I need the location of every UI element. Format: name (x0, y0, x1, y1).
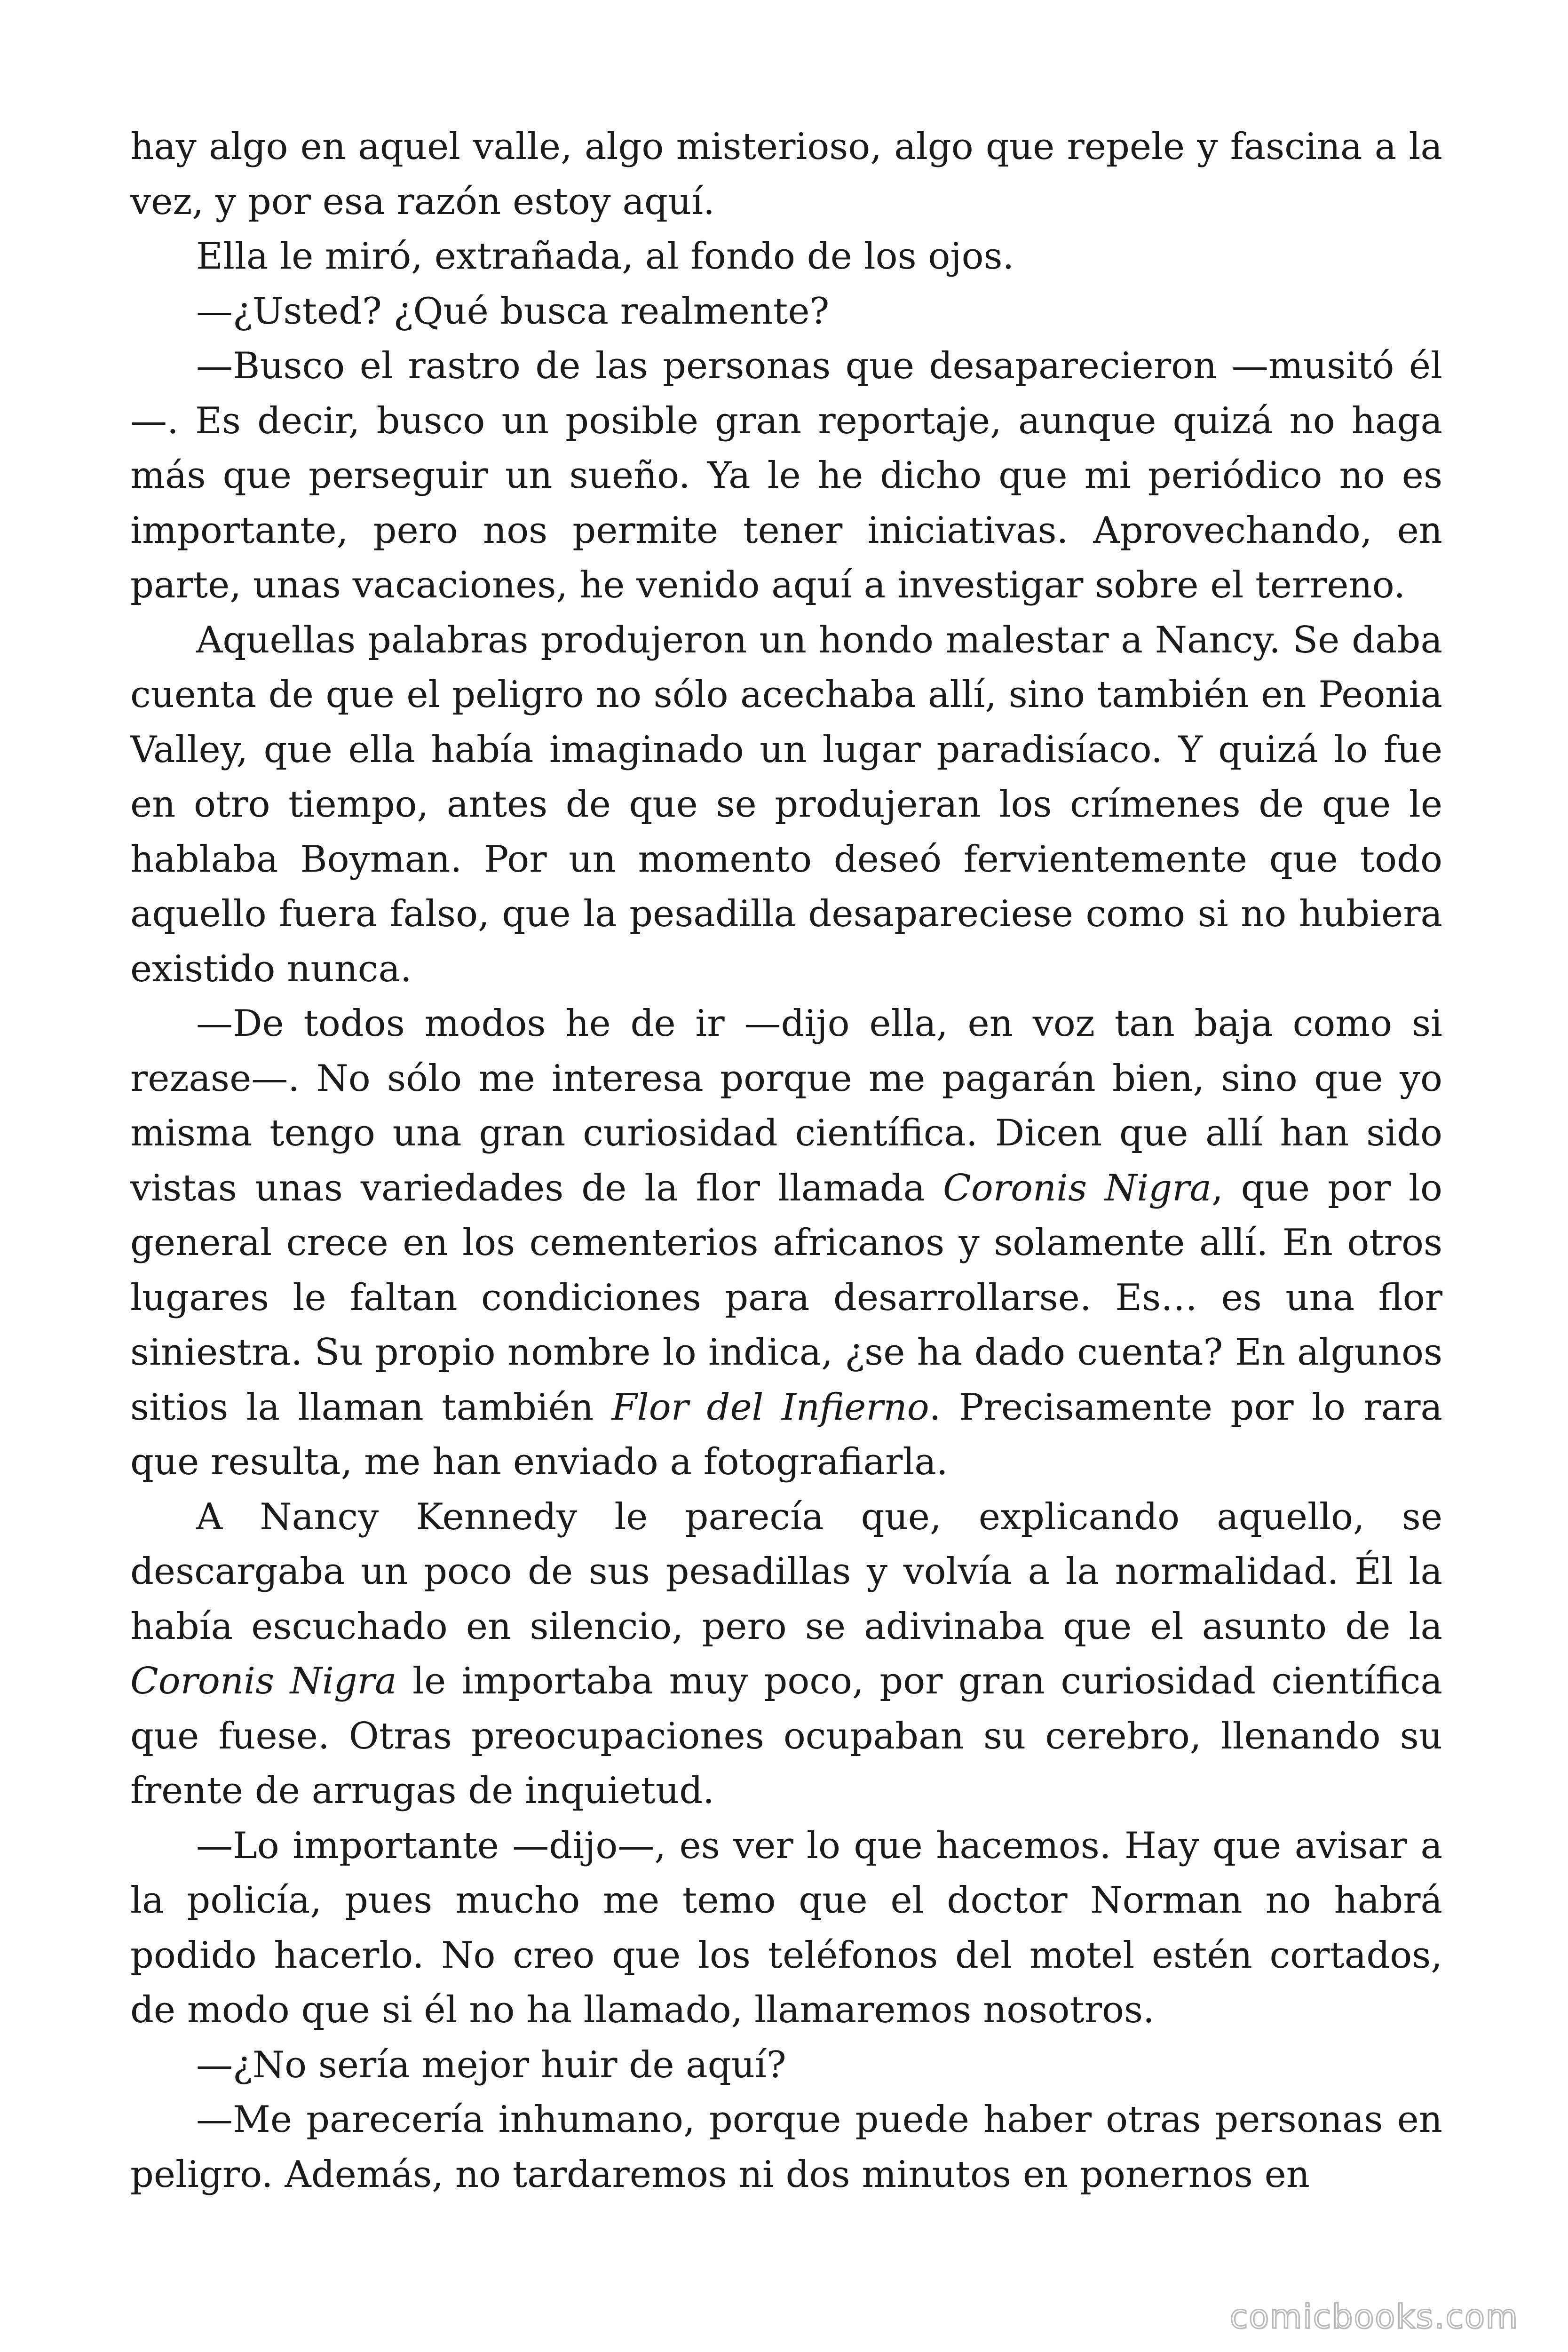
text-segment: hay algo en aquel valle, algo misterioso, algo que repele y fascina a la vez, y por esa razón estoy aquí. (130, 126, 1442, 223)
italic-title: Coronis Nigra (130, 1660, 397, 1702)
paragraph (130, 229, 1442, 284)
paragraph (130, 2038, 1442, 2093)
text-segment: Aquellas palabras produjeron un hondo malestar a Nancy. Se daba cuenta de que el peligro no sólo acechaba allí, sino también en Peonia Valley, que ella había imaginado un lugar paradisíaco. Y quizá lo fue en otro tiempo, antes de que se produjeran los crímenes de que le hablaba Boyman. Por un momento deseó fervientemente que todo aquello fuera falso, que la pesadilla desapareciese como si no hubiera existido nunca. (130, 619, 1442, 990)
text-segment: —Busco el rastro de las personas que desaparecieron —musitó él —. Es decir, busco un posible gran reportaje, aunque quizá no haga más que perseguir un sueño. Ya le he dicho que mi periódico no es importante, pero nos permite tener iniciativas. Aprovechando, en parte, unas vacaciones, he venido aquí a investigar sobre el terreno. (130, 345, 1442, 606)
text-segment: —Lo importante —dijo—, es ver lo que hacemos. Hay que avisar a la policía, pues mucho me temo que el doctor Norman no habrá podido hacerlo. No creo que los teléfonos del motel estén cortados, de modo que si él no ha llamado, llamaremos nosotros. (130, 1824, 1442, 2031)
text-segment: —De todos modos he de ir —dijo ella, en voz tan baja como si rezase—. No sólo me interesa porque me pagarán bien, sino que yo misma tengo una gran curiosidad científica. Dicen que allí han sido vistas unas variedades de la flor llamada (130, 1002, 1442, 1209)
paragraph (130, 339, 1442, 613)
italic-title: Coronis Nigra (943, 1167, 1212, 1209)
text-segment: Ella le miró, extrañada, al fondo de los ojos. (196, 235, 1014, 278)
body-text (130, 119, 1442, 2202)
paragraph (130, 613, 1442, 997)
paragraph (130, 284, 1442, 339)
text-segment: . Precisamente por lo rara que resulta, me han enviado a fotografiarla. (130, 1386, 1442, 1483)
watermark: comicbooks.com (1229, 2297, 1519, 2336)
paragraph (130, 1819, 1442, 2038)
text-segment: —¿Usted? ¿Qué busca realmente? (196, 290, 830, 333)
text-segment: —¿No sería mejor huir de aquí? (196, 2043, 786, 2086)
text-segment: A Nancy Kennedy le parecía que, explicando aquello, se descargaba un poco de sus pesadillas y volvía a la normalidad. Él la había escuchado en silencio, pero se adivinaba que el asunto de la (130, 1495, 1442, 1648)
text-segment: —Me parecería inhumano, porque puede haber otras personas en peligro. Además, no tardaremos ni dos minutos en ponernos en (130, 2098, 1442, 2196)
italic-title: Flor del Infierno (611, 1386, 929, 1429)
text-segment: , que por lo general crece en los cementerios africanos y solamente allí. En otros lugares le faltan condiciones para desarrollarse. Es… es una flor siniestra. Su propio nombre lo indica, ¿se ha dado cuenta? En algunos sitios la llaman también (130, 1167, 1442, 1429)
paragraph (130, 996, 1442, 1490)
paragraph (130, 2092, 1442, 2202)
paragraph (130, 119, 1442, 229)
paragraph (130, 1490, 1442, 1819)
text-segment: le importaba muy poco, por gran curiosidad científica que fuese. Otras preocupaciones ocupaban su cerebro, llenando su frente de arrugas de inquietud. (130, 1660, 1442, 1812)
